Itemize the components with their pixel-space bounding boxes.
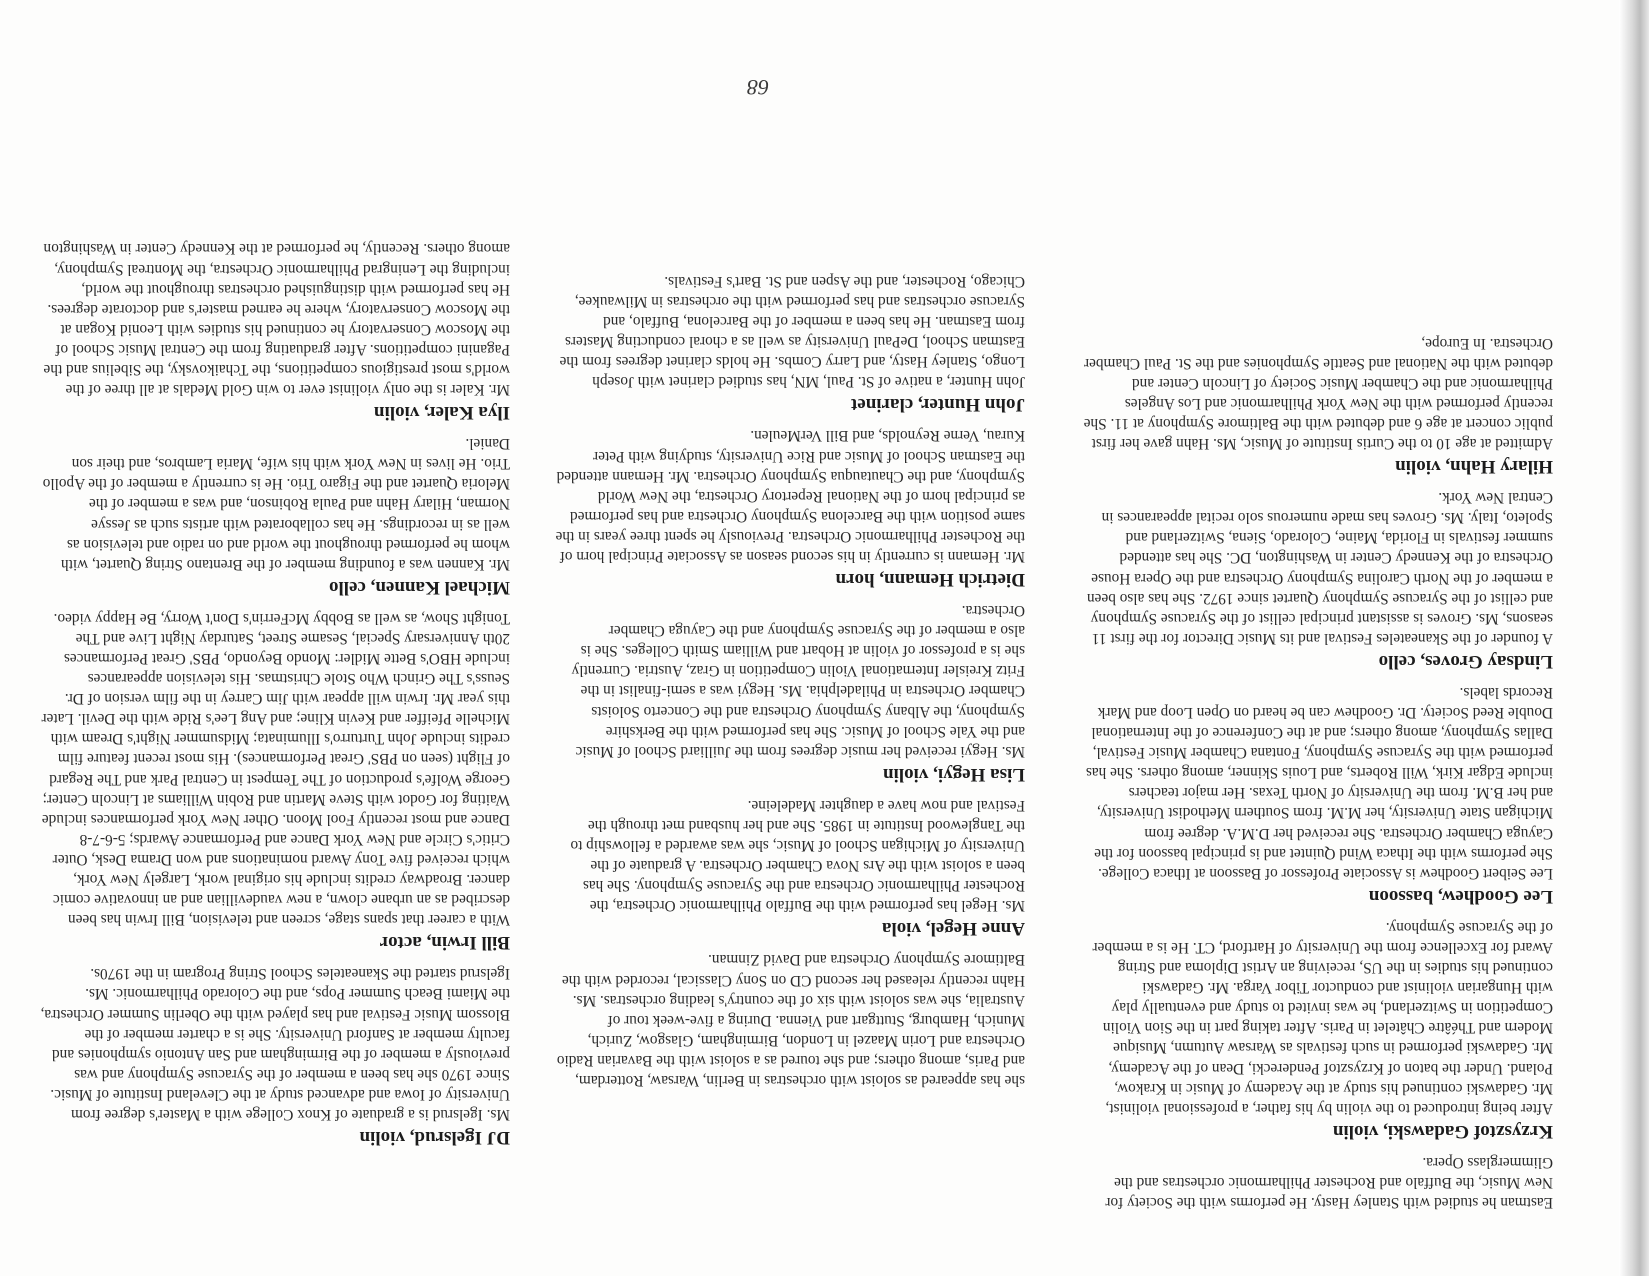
bio-heading: Ilya Kaler, violin [373, 402, 510, 424]
bio-heading: Dietrich Hemann, horn [835, 569, 1025, 591]
bio-section [555, 949, 1025, 1090]
bio-heading: Krzysztof Gadawski, violin [1332, 1120, 1553, 1142]
bio-section [555, 271, 1025, 416]
bio-heading: Lindsay Groves, cello [1378, 650, 1553, 672]
bio-text: Ms. Igelsrud is a graduate of Knox College with a Master's degree from University of Iowa and advanced study at the Cleveland Institute of Music. Since 1970 she has been a member of the Syracuse Symphony and was previously a member of the Birmingham and San Antonio symphonies and faculty member at Sanford University. She is a charter member of the Blossom Music Festival and has played with the Oberlin Summer Orchestra, the Miami Beach Summer Pops, and the Colorado Philharmonic. Ms. Igelsrud started the Skaneateles School String Program in the 1970s. [40, 965, 510, 1123]
bio-section [555, 600, 1025, 785]
scanner-edge-shadow [1619, 0, 1649, 1276]
bio-section [555, 795, 1025, 940]
column-middle [555, 261, 1025, 1090]
bio-section [555, 425, 1025, 590]
bio-heading: John Hunter, clarinet [851, 394, 1025, 416]
bio-text: A founder of the Skaneateles Festival and its Music Director for the first 11 seasons, Ms. Groves is assistant principal cellist of the Syracuse Symphony and cellist of the Syracuse Symphony Quartet since 1972. She has also been a member of the North Carolina Symphony Orchestra and the Opera House Orchestra of the Kennedy Center in Washington, DC. She has attended summer festivals in Florida, Maine, Colorado, Siena, Switzerland and Spoleto, Italy. Ms. Groves has made numerous solo recital appearances in Central New York. [1086, 489, 1553, 647]
bio-text: John Hunter, a native of St. Paul, MN, has studied clarinet with Joseph Longo, Stanley Hasty, and Larry Combs. He holds clarinet degrees from the Eastman School, DePaul University as well as a choral conducting Masters from Eastman. He has been a member of the Barcelona, Buffalo, and Syracuse orchestras and has performed with the orchestras in Milwaukee, Chicago, Rochester, and the Aspen and St. Bart's Festivals. [559, 272, 1025, 391]
bio-text: After being introduced to the violin by his father, a professional violinist, Mr. Gadawski continued his study at the Academy of Music in Krakow, Poland. Under the baton of Krzysztof Penderecki, Dean of the Academy, Mr. Gadawski performed in such festivals as Warsaw Autumn, Musique Modern and Théâtre Châtelet in Paris. After taking part in the Sion Violin Competition in Switzerland, he was invited to study and eventually play with Hungarian violinist and conductor Tibor Varga. Mr. Gadawski continued his studies in the US, receiving an Artist Diploma and String Award for Excellence from the University of Hartford, CT. He is a member of the Syracuse Symphony. [1092, 918, 1553, 1117]
bio-section [40, 963, 510, 1148]
bio-text: Eastman he studied with Stanley Hasty. He performs with the Society for New Music, the Buffalo and Rochester Philharmonic orchestras and the Glimmerglass Opera. [1105, 1153, 1553, 1211]
bio-section [40, 608, 510, 954]
bio-section [1083, 487, 1553, 672]
bio-text: Mr. Kaler is the only violinist ever to win Gold Medals at all three of the world's most prestigious competitions, the Tchaikovsky, the Sibelius and the Paganini competitions. After graduating from the Central Music School of the Moscow Conservatory he continued his studies with Leonid Kogan at the Moscow Conservatory, where he earned master's and doctorate degrees. He has performed with distinguished orchestras throughout the world, including the Leningrad Philharmonic Orchestra, the Montreal Symphony, among others. Recently, he performed at the Kennedy Center in Washington [43, 240, 510, 399]
bio-section [1083, 333, 1553, 478]
bio-section [40, 433, 510, 598]
bio-text: she has appeared as soloist with orchestras in Berlin, Warsaw, Rotterdam, and Paris, among others; and she toured as a soloist with the Bavarian Radio Orchestra and Lorin Maazel in London, Birmingham, Glasgow, Zurich, Munich, Hamburg, Stuttgart and Vienna. During a five-week tour of Australia, she was soloist with six of the country's leading orchestras. Ms. Hahn recently released her second CD on Sony Classical, recorded with the Baltimore Symphony Orchestra and David Zinman. [556, 951, 1025, 1089]
bio-heading: Bill Irwin, actor [379, 932, 510, 954]
bio-text: Ms. Hegyi received her music degrees from the Juilliard School of Music and the Yale School of Music. She has performed with the Berkshire Symphony, the Albany Symphony Orchestra and the Concerto Soloists Chamber Orchestra in Philadelphia. Ms. Hegyi was a semi-finalist in the Fritz Kreisler International Violin Competition in Graz, Austria. Currently she is a professor of violin at Hobart and William Smith Colleges. She is also a member of the Syracuse Symphony and the Cayuga Chamber Orchestra. [571, 602, 1025, 760]
bio-section [1083, 917, 1553, 1142]
bio-heading: Michael Kannen, cello [328, 576, 510, 598]
bio-section [1083, 1152, 1553, 1212]
bio-section [40, 238, 510, 423]
bio-text: Ms. Hegel has performed with the Buffalo Philharmonic Orchestra, the Rochester Philharmonic Orchestra and the Syracuse Symphony. She has been a soloist with the Ars Nova Chamber Orchestra. A graduate of the University of Michigan School of Music, she was awarded a fellowship to the Tanglewood Institute in 1985. She and her husband met through the Festival and now have a daughter Madeleine. [570, 796, 1025, 915]
page-number: 68 [747, 75, 769, 100]
bio-heading: Lee Goodhew, bassoon [1368, 885, 1553, 907]
bio-text: Admitted at age 10 to the Curtis Institute of Music, Ms. Hahn gave her first public concert at age 6 and debuted with the Baltimore Symphony at 11. She recently performed with the New York Philharmonic and Los Angeles Philharmonic and the Chamber Music Society of Lincoln Center and debuted with the National and Seattle Symphonies and the St. Paul Chamber Orchestra. In Europe, [1083, 334, 1553, 453]
bio-heading: Lisa Hegyi, violin [883, 763, 1025, 785]
bio-heading: Anne Hegel, viola [881, 918, 1025, 940]
bio-text: Lee Seibert Goodhew is Associate Professor of Bassoon at Ithaca College. She performs with the Ithaca Wind Quintet and is principal bassoon for the Cayuga Chamber Orchestra. She received her D.M.A. degree from Michigan State University, her M.M. from Southern Methodist University, and her B.M. from the University of North Texas. Her major teachers include Edgar Kirk, Will Roberts, and Louis Skinner, among others. She has performed with the Syracuse Symphony, Fontana Chamber Music Festival, Dallas Symphony, among others; and at the Conference of the International Double Reed Society. Dr. Goodhew can be heard on Open Loop and Mark Records labels. [1085, 683, 1553, 882]
column-right [40, 228, 510, 1148]
bio-heading: Hilary Hahn, violin [1395, 456, 1553, 478]
bio-section [1083, 682, 1553, 907]
bio-text: Mr. Kannen was a founding member of the Brentano String Quartet, with whom he performed throughout the world and on radio and television as well as in recordings. He has collaborated with artists such as Jessye Norman, Hilary Hahn and Paula Robinson, and was a member of the Meloria Quartet and the Figaro Trio. He is currently a member of the Apollo Trio. He lives in New York with his wife, Maria Lambros, and their son Daniel. [42, 435, 510, 573]
bio-heading: DJ Igelsrud, violin [359, 1127, 510, 1148]
column-left [1083, 323, 1553, 1212]
bio-text: Mr. Hemann is currently in his second season as Associate Principal horn of the Rochester Philharmonic Orchestra. Previously he spent three years in the same position with the Barcelona Symphony Orchestra and has performed as principal horn of the National Repertory Orchestra, the New World Symphony, and the Chautauqua Symphony Orchestra. Mr. Hemann attended the Eastman School of Music and Rice University, studying with Peter Kurau, Verne Reynolds, and Bill VerMeulen. [555, 427, 1025, 566]
bio-text: With a career that spans stage, screen and television, Bill Irwin has been described as an urbane clown, a new vaudevillian and an innovative comic dancer. Broadway credits include his original work, Largely New York, which received five Tony Award nominations and won Drama Desk, Outer Critic's Circle and New York Dance and Performance Awards; 5-6-7-8 Dance and most recently Fool Moon. Other New York performances include Waiting for Godot with Steve Martin and Robin Williams at Lincoln Center; George Wolfe's production of The Tempest in Central Park and The Regard of Flight (seen on PBS' Great Performances). His most recent feature film credits include John Turturro's Illuminata; Midsummer Night's Dream with Michelle Pfeiffer and Kevin Kline; and Ang Lee's Ride with the Devil. Later this year Mr. Irwin will appear with Jim Carrey in the film version of Dr. Seuss's The Grinch Who Stole Christmas. His television appearances include HBO's Bette Midler: Mondo Beyondo, PBS' Great Performances 20th Anniversary Special, Sesame Street, Saturday Night Live and The Tonight Show, as well as Bobby McFerrin's Don't Worry, Be Happy video. [41, 609, 510, 929]
